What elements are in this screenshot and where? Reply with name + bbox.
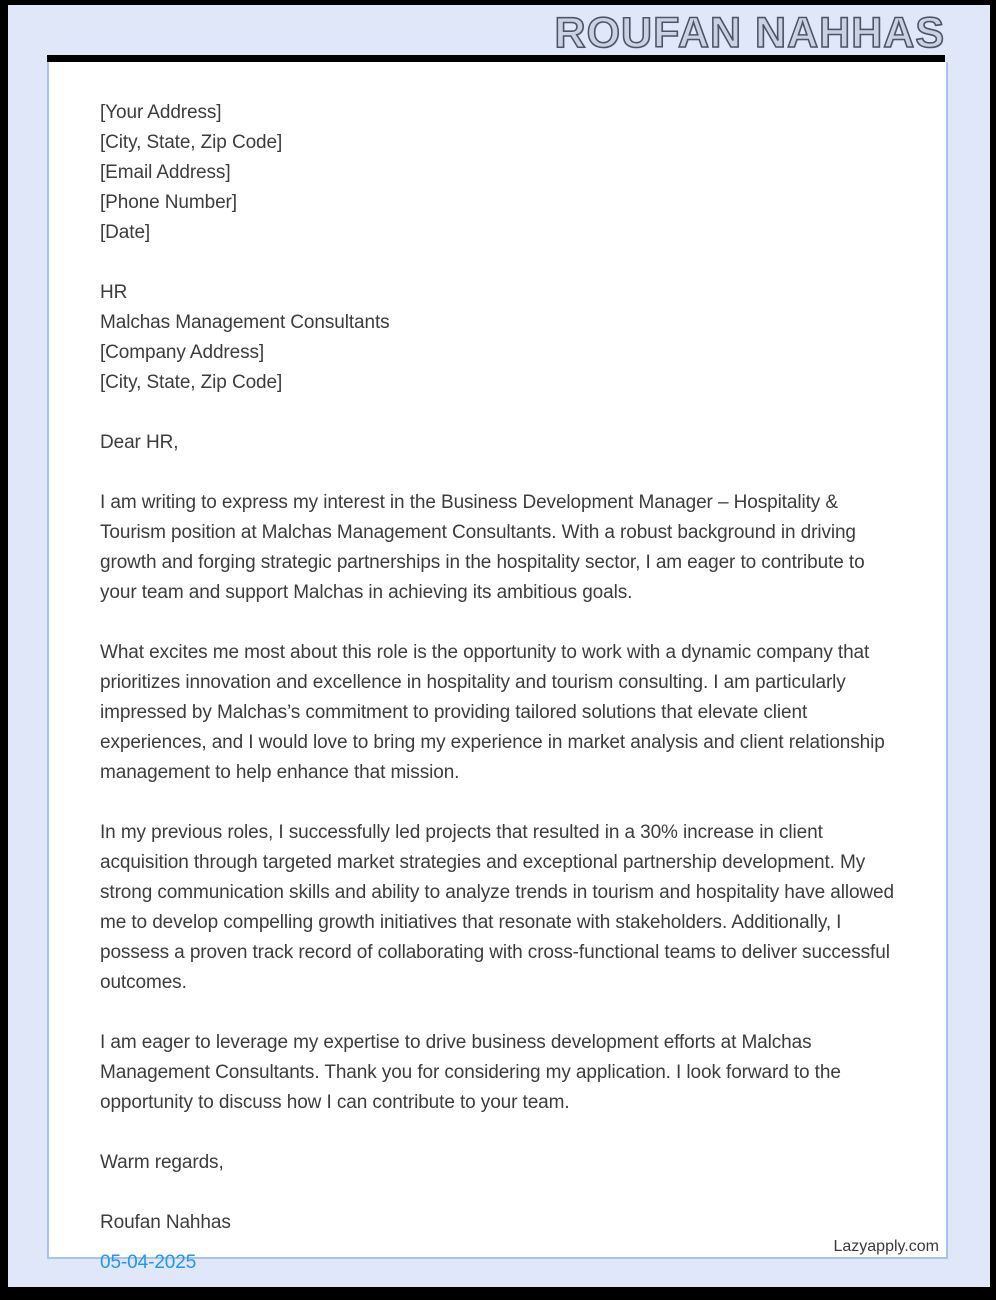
closing-line: Warm regards, <box>100 1152 224 1173</box>
recipient-line: Malchas Management Consultants <box>100 312 390 333</box>
recipient-line: HR <box>100 282 128 303</box>
signature-name: Roufan Nahhas <box>100 1212 231 1233</box>
sender-address-line: [City, State, Zip Code] <box>100 132 283 153</box>
sender-address-block <box>100 98 896 248</box>
recipient-line: [Company Address] <box>100 342 265 363</box>
recipient-line: [City, State, Zip Code] <box>100 372 283 393</box>
sender-address-line: [Date] <box>100 222 151 243</box>
sender-address-line: [Email Address] <box>100 162 231 183</box>
letter-page <box>47 62 948 1273</box>
body-paragraph-3: In my previous roles, I successfully led projects that resulted in a 30% increase in client acquisition through targeted market strategies and exceptional partnership development. My strong communication skills and ability to analyze trends in tourism and hospitality have allowed me to develop compelling growth initiatives that resonate with stakeholders. Additionally, I possess a proven track record of collaborating with cross-functional teams to deliver successful outcomes. <box>100 822 894 993</box>
body-paragraph-2: What excites me most about this role is the opportunity to work with a dynamic company that prioritizes innovation and excellence in hospitality and tourism consulting. I am particularly impressed by Malchas’s commitment to providing tailored solutions that elevate client experiences, and I would love to bring my experience in market analysis and client relationship management to help enhance that mission. <box>100 642 885 783</box>
letterhead-name: ROUFAN NAHHAS <box>554 9 945 57</box>
salutation: Dear HR, <box>100 432 179 453</box>
sender-address-line: [Your Address] <box>100 102 222 123</box>
signature-date: 05-04-2025 <box>100 1252 197 1273</box>
recipient-address-block <box>100 278 896 398</box>
body-paragraph-1: I am writing to express my interest in the Business Development Manager – Hospitality & Tourism position at Malchas Management Consultants. With a robust background in driving growth and forging strategic partnerships in the hospitality sector, I am eager to contribute to your team and support Malchas in achieving its ambitious goals. <box>100 492 865 603</box>
body-paragraph-4: I am eager to leverage my expertise to drive business development efforts at Malchas Management Consultants. Thank you for considering my application. I look forward to the opportunity to discuss how I can contribute to your team. <box>100 1032 841 1113</box>
watermark-lazyapply: Lazyapply.com <box>833 1238 939 1255</box>
sender-address-line: [Phone Number] <box>100 192 237 213</box>
